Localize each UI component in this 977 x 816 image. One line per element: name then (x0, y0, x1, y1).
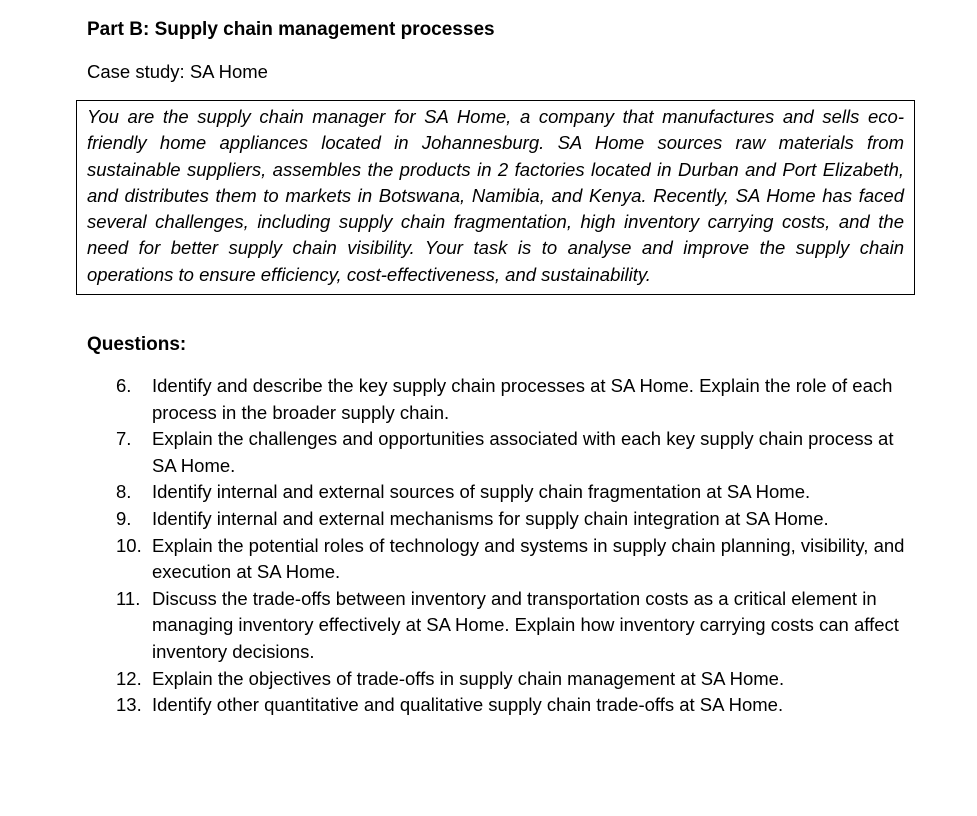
question-number: 7. (116, 428, 132, 450)
question-number: 8. (116, 481, 132, 503)
question-text: Identify internal and external mechanisms for supply chain integration at SA Home. (152, 507, 829, 529)
question-item (116, 666, 916, 693)
question-text: Explain the challenges and opportunities associated with each key supply chain process at SA Home. (152, 428, 894, 476)
question-item (116, 506, 916, 533)
question-text: Discuss the trade-offs between inventory and transportation costs as a critical element in managing inventory effectively at SA Home. Explain how inventory carrying costs can affect inventory decisions. (152, 587, 899, 662)
question-number: 10. (116, 534, 142, 556)
question-number: 11. (116, 587, 141, 609)
question-item (116, 479, 916, 506)
case-study-label: Case study: SA Home (87, 61, 268, 82)
question-number: 9. (116, 507, 132, 529)
question-item (116, 692, 916, 719)
question-item (116, 586, 916, 666)
question-number: 6. (116, 375, 132, 396)
part-heading: Part B: Supply chain management processes (87, 19, 495, 40)
case-study-box (76, 100, 915, 295)
question-item (116, 426, 916, 479)
question-number: 13. (116, 694, 142, 716)
question-text: Explain the potential roles of technology and systems in supply chain planning, visibility, and execution at SA Home. (152, 534, 905, 583)
case-study-text: You are the supply chain manager for SA Home, a company that manufactures and sells eco-friendly home appliances located in Johannesburg. SA Home sources raw materials from sustainable suppliers, assembles the products in 2 factories located in Durban and Port Elizabeth, and distributes them to markets in Botswana, Namibia, and Kenya. Recently, SA Home has faced several challenges, including supply chain fragmentation, high inventory carrying costs, and the need for better supply chain visibility. Your task is to analyse and improve the supply chain operations to ensure efficiency, cost-effectiveness, and sustainability. (87, 106, 904, 285)
question-item (116, 373, 916, 426)
question-item (116, 533, 916, 586)
question-text: Identify internal and external sources of supply chain fragmentation at SA Home. (152, 481, 811, 503)
questions-heading: Questions: (87, 334, 187, 355)
question-text: Identify and describe the key supply chain processes at SA Home. Explain the role of each process in the broader supply chain. (152, 375, 893, 423)
question-number: 12. (116, 667, 142, 689)
question-text: Explain the objectives of trade-offs in supply chain management at SA Home. (152, 667, 785, 689)
question-text: Identify other quantitative and qualitative supply chain trade-offs at SA Home. (152, 694, 784, 716)
questions-list (116, 373, 916, 719)
